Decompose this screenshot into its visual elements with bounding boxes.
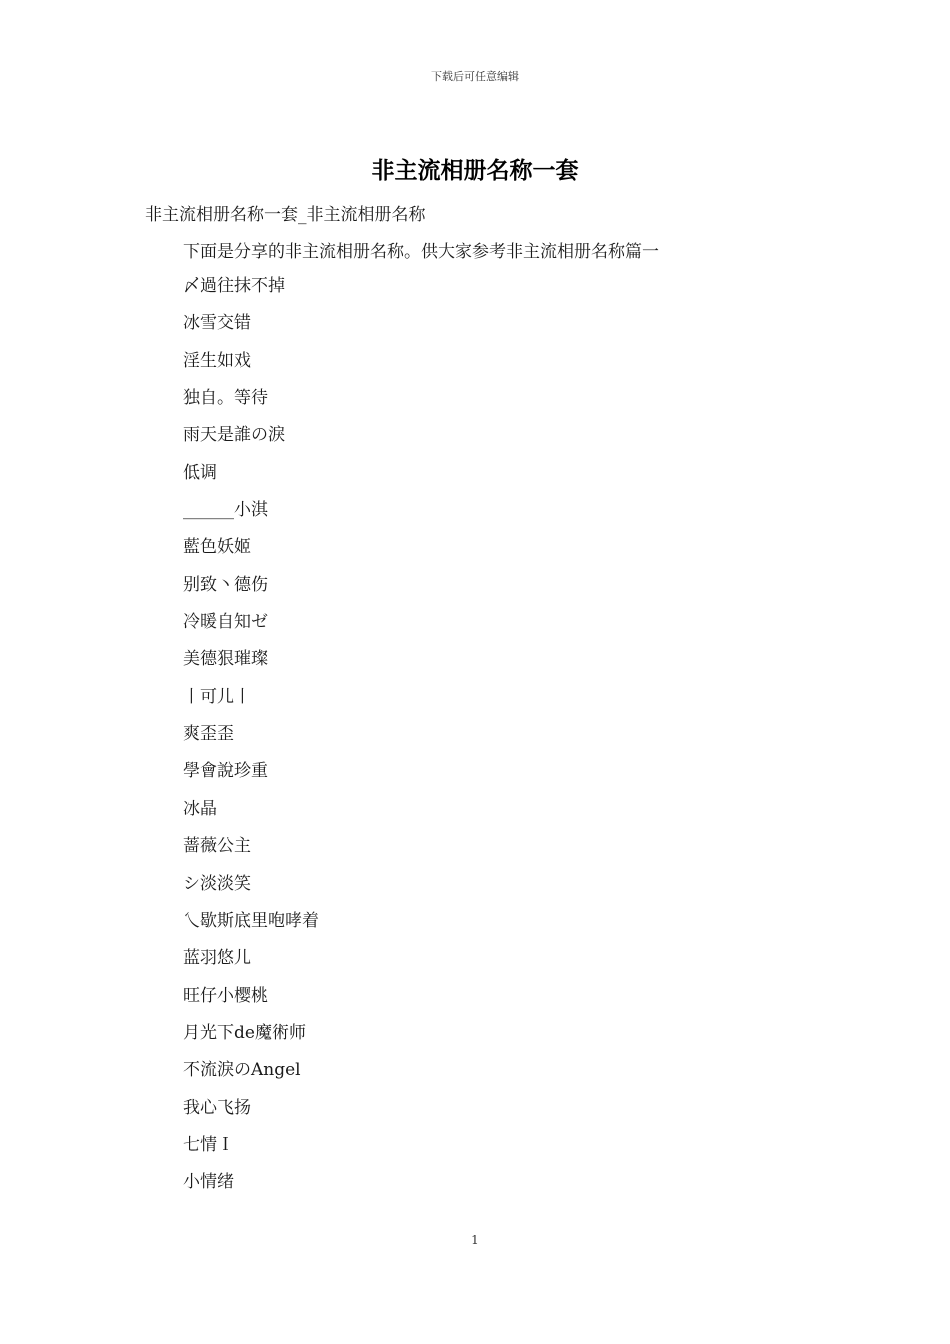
list-item: 旺仔小樱桃 bbox=[183, 985, 268, 1006]
list-item: 藍色妖姬 bbox=[183, 537, 251, 558]
list-item: 我心飞扬 bbox=[183, 1097, 251, 1118]
list-item: 别致丶德伤 bbox=[183, 574, 268, 595]
list-item: 蔷薇公主 bbox=[183, 836, 251, 857]
page-header: 下载后可任意编辑 bbox=[431, 70, 519, 83]
list-item: 蓝羽悠儿 bbox=[183, 948, 251, 969]
list-item: 淫生如戏 bbox=[183, 350, 251, 371]
page-number: 1 bbox=[471, 1233, 479, 1247]
list-item: 爽歪歪 bbox=[183, 724, 234, 745]
intro-paragraph: 下面是分享的非主流相册名称。供大家参考非主流相册名称篇一 bbox=[183, 242, 659, 262]
list-item: 冰雪交错 bbox=[183, 313, 251, 334]
list-item: 冷暖自知ゼ bbox=[183, 612, 268, 633]
document-subtitle: 非主流相册名称一套_非主流相册名称 bbox=[145, 205, 426, 225]
document-title: 非主流相册名称一套 bbox=[371, 157, 579, 184]
list-item: 低调 bbox=[183, 462, 217, 483]
list-item: シ淡淡笑 bbox=[183, 873, 251, 894]
list-item: 小情绪 bbox=[183, 1172, 234, 1193]
list-item: 學會說珍重 bbox=[183, 761, 268, 782]
album-name-list bbox=[183, 274, 319, 1208]
list-item: 乀歇斯底里咆哮着 bbox=[183, 910, 319, 931]
list-item: 独自。等待 bbox=[183, 388, 268, 409]
list-item: 〆過往抹不掉 bbox=[183, 276, 285, 296]
list-item: 雨天是誰の淚 bbox=[183, 425, 285, 446]
list-item: 七情Ｉ bbox=[183, 1134, 234, 1155]
list-item: 丨可儿丨 bbox=[183, 686, 251, 707]
list-item: 冰晶 bbox=[183, 798, 217, 819]
list-item: ______小淇 bbox=[183, 500, 268, 521]
list-item: 美德狠璀璨 bbox=[183, 649, 268, 670]
list-item: 月光下de魔術师 bbox=[183, 1022, 306, 1043]
list-item: 不流淚のAngel bbox=[183, 1060, 301, 1081]
